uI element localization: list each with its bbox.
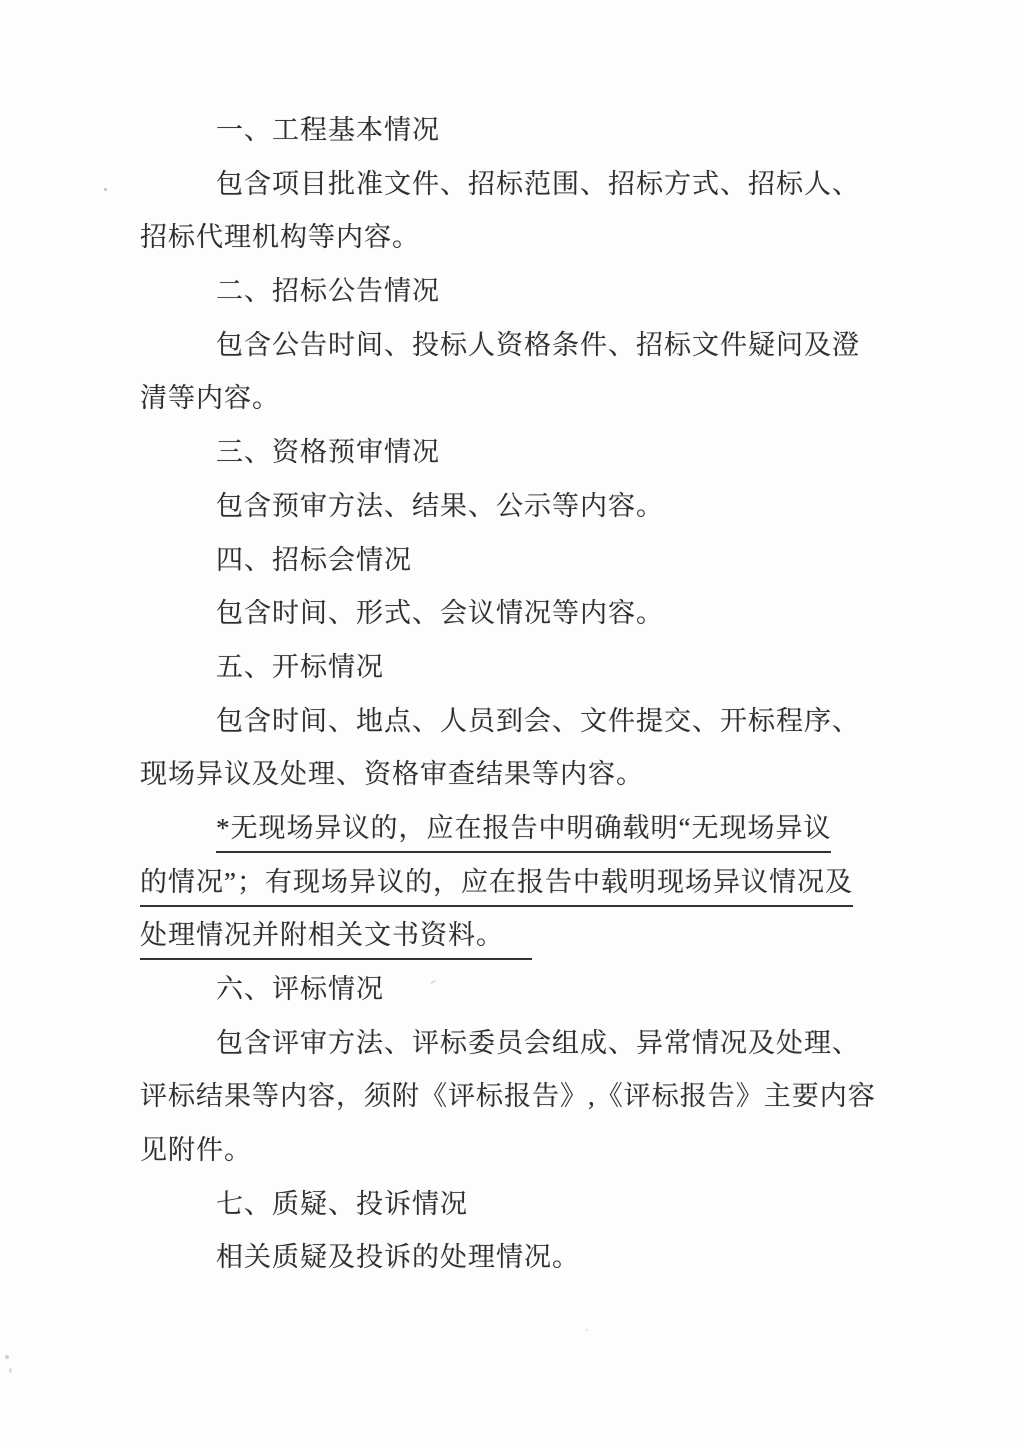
text: 包含评审方法、评标委员会组成、异常情况及处理、 xyxy=(216,1027,860,1058)
text-line xyxy=(140,587,904,641)
underlined-text: *无现场异议的，应在报告中明确载明“无现场异议 xyxy=(216,808,831,853)
scan-speck xyxy=(104,188,107,191)
text: 包含公告时间、投标人资格条件、招标文件疑问及澄 xyxy=(216,329,860,360)
document-body xyxy=(140,104,904,1285)
text-line xyxy=(140,158,904,212)
text: 包含预审方法、结果、公示等内容。 xyxy=(216,490,664,521)
text-line xyxy=(140,909,904,963)
text-line xyxy=(140,695,904,749)
text: 招标代理机构等内容。 xyxy=(140,222,420,253)
scan-speck xyxy=(585,1329,589,1331)
text-line xyxy=(140,802,904,856)
text: 清等内容。 xyxy=(140,383,280,414)
text-line xyxy=(140,856,904,910)
text-line xyxy=(140,1070,904,1124)
text-line xyxy=(140,1017,904,1071)
text-line xyxy=(140,963,904,1017)
underlined-text: 处理情况并附相关文书资料。 xyxy=(140,915,532,960)
text-line xyxy=(140,480,904,534)
text: 七、质疑、投诉情况 xyxy=(216,1188,468,1219)
text: 现场异议及处理、资格审查结果等内容。 xyxy=(140,759,644,790)
text: 四、招标会情况 xyxy=(216,544,412,575)
text: 六、评标情况 xyxy=(216,974,384,1004)
text-line xyxy=(140,534,904,588)
text-line xyxy=(140,104,904,158)
text: 一、工程基本情况 xyxy=(216,115,440,145)
text: 包含时间、形式、会议情况等内容。 xyxy=(216,598,664,629)
text-line xyxy=(140,1124,904,1178)
text: 五、开标情况 xyxy=(216,651,384,682)
text: 三、资格预审情况 xyxy=(216,437,440,468)
text-line xyxy=(140,426,904,480)
text: 相关质疑及投诉的处理情况。 xyxy=(216,1242,580,1273)
text-line xyxy=(140,319,904,373)
text: 包含时间、地点、人员到会、文件提交、开标程序、 xyxy=(216,705,860,736)
underlined-text: 的情况”；有现场异议的，应在报告中载明现场异议情况及 xyxy=(140,862,853,907)
text: 见附件。 xyxy=(140,1135,252,1166)
scan-speck xyxy=(9,1368,12,1373)
text-line xyxy=(140,1231,904,1285)
text-line xyxy=(140,265,904,319)
text: 评标结果等内容，须附《评标报告》,《评标报告》主要内容 xyxy=(140,1081,876,1112)
text-line xyxy=(140,372,904,426)
text-line xyxy=(140,748,904,802)
text-line xyxy=(140,1178,904,1232)
text: 包含项目批准文件、招标范围、招标方式、招标人、 xyxy=(216,168,860,199)
text-line xyxy=(140,211,904,265)
text: 二、招标公告情况 xyxy=(216,276,440,307)
scan-speck xyxy=(5,1355,9,1359)
text-line xyxy=(140,641,904,695)
